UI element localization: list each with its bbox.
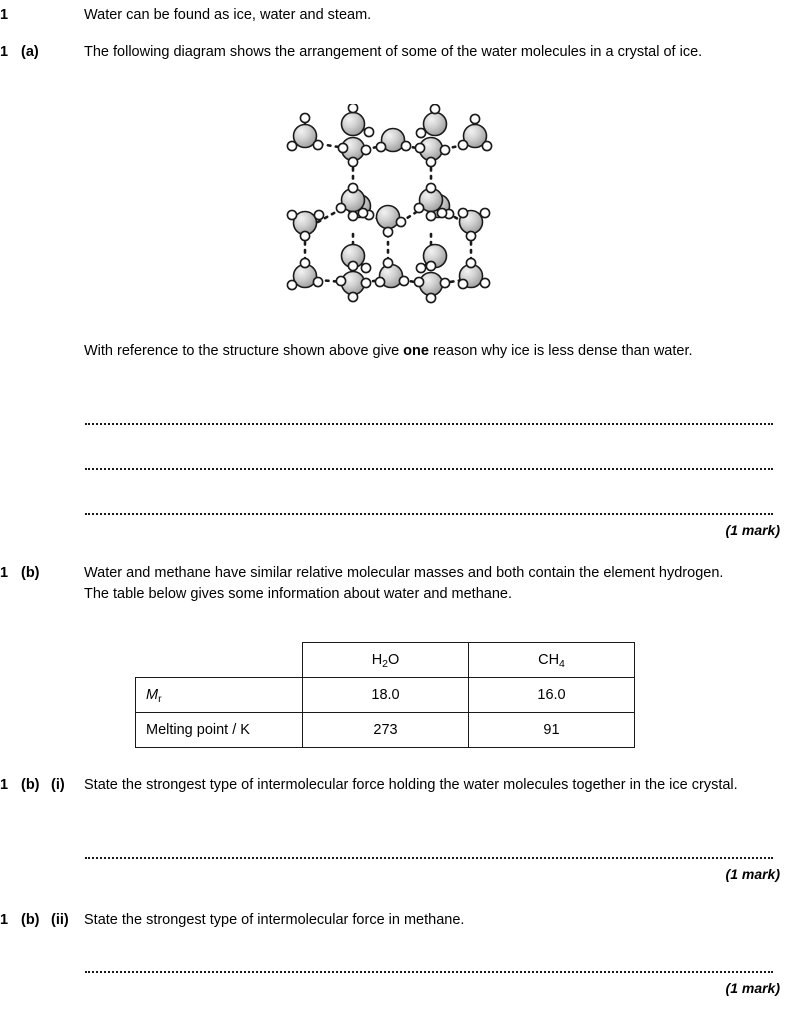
part-a-text [84,42,764,63]
table-cell-mr-ch4: 16.0 [469,678,635,713]
answer-line-a-3[interactable] [85,511,773,515]
properties-table [135,642,635,748]
ice-crystal-lattice-diagram [283,104,493,304]
mark-allocation-a: (1 mark) [725,522,780,538]
table-row [136,713,635,748]
mark-allocation-bii: (1 mark) [725,980,780,996]
part-a-prompt-line2: than water. [621,343,693,359]
formula-h2o-subscript: 2 [382,658,389,670]
table-rowlabel-melting-point: Melting point / K [136,713,303,748]
table-cell-mr-h2o: 18.0 [303,678,469,713]
part-bi-number: 1 [0,777,9,793]
part-bi-label: (b) [21,777,40,793]
water-molecule [375,258,408,287]
part-b-label: (b) [21,565,40,581]
part-a-prompt-post: reason why ice is less dense [428,343,618,359]
answer-line-bi-1[interactable] [85,855,773,859]
part-bi-text [84,775,764,796]
part-a-text-line2: crystal of ice. [617,44,703,60]
formula-ch4-subscript: 4 [559,658,565,670]
part-a-number: 1 [0,44,9,60]
water-molecule [377,206,406,237]
part-a-text-line1: The following diagram shows the arrangement of some of the water molecules in a [84,44,614,60]
water-molecule [414,273,449,303]
table-rowlabel-mr [136,678,303,713]
water-molecule [287,210,323,240]
water-molecule [416,245,446,273]
table-cell-mp-ch4: 91 [469,713,635,748]
water-molecule [338,138,370,167]
water-molecule [458,114,491,150]
water-molecule [342,104,374,137]
water-molecule [416,104,446,137]
part-bi-text-line2: in the ice crystal. [629,777,738,793]
part-bii-number: 1 [0,912,9,928]
part-a-label: (a) [21,44,39,60]
table-header-h2o [303,643,469,678]
question-stem-text: Water can be found as ice, water and steam. [84,7,372,23]
part-b-text-line3: The table below gives some information about water and methane. [84,586,512,602]
water-molecule [342,245,371,273]
question-number: 1 [0,7,9,23]
answer-line-a-2[interactable] [85,466,773,470]
part-b-text [84,563,764,605]
part-bii-text-line1: State the strongest type of intermolecular force in methane. [84,912,465,928]
mr-subscript: r [158,693,162,705]
water-molecule [287,258,322,289]
formula-h2o-main: H [371,652,383,668]
water-molecule [458,258,489,288]
part-bii-label: (b) [21,912,40,928]
formula-h2o-tail: O [388,652,400,668]
part-bii-sublabel: (ii) [51,912,69,928]
part-bi-text-line1: State the strongest type of intermolecular force holding the water molecules together [84,777,626,793]
table-corner-cell [136,643,303,678]
table-header-ch4 [469,643,635,678]
mark-allocation-bi: (1 mark) [725,866,780,882]
answer-line-a-1[interactable] [85,421,773,425]
part-bii-text [84,910,764,931]
part-b-text-line2: element hydrogen. [603,565,724,581]
answer-line-bii-1[interactable] [85,969,773,973]
water-molecule [336,272,370,302]
mr-symbol: M [146,687,159,703]
table-row [136,678,635,713]
part-a-prompt [84,341,764,362]
part-bi-sublabel: (i) [51,777,65,793]
formula-ch4-main: CH [538,652,560,668]
water-molecule [376,129,410,152]
water-molecule [415,138,449,167]
part-b-text-line1: Water and methane have similar relative molecular masses and both contain the [84,565,600,581]
water-molecule [287,113,322,150]
table-cell-mp-h2o: 273 [303,713,469,748]
part-a-prompt-pre: With reference to the structure shown above give [84,343,404,359]
part-b-number: 1 [0,565,9,581]
part-a-prompt-emphasis: one [403,343,429,359]
water-molecule [458,208,489,240]
table-header-row [136,643,635,678]
